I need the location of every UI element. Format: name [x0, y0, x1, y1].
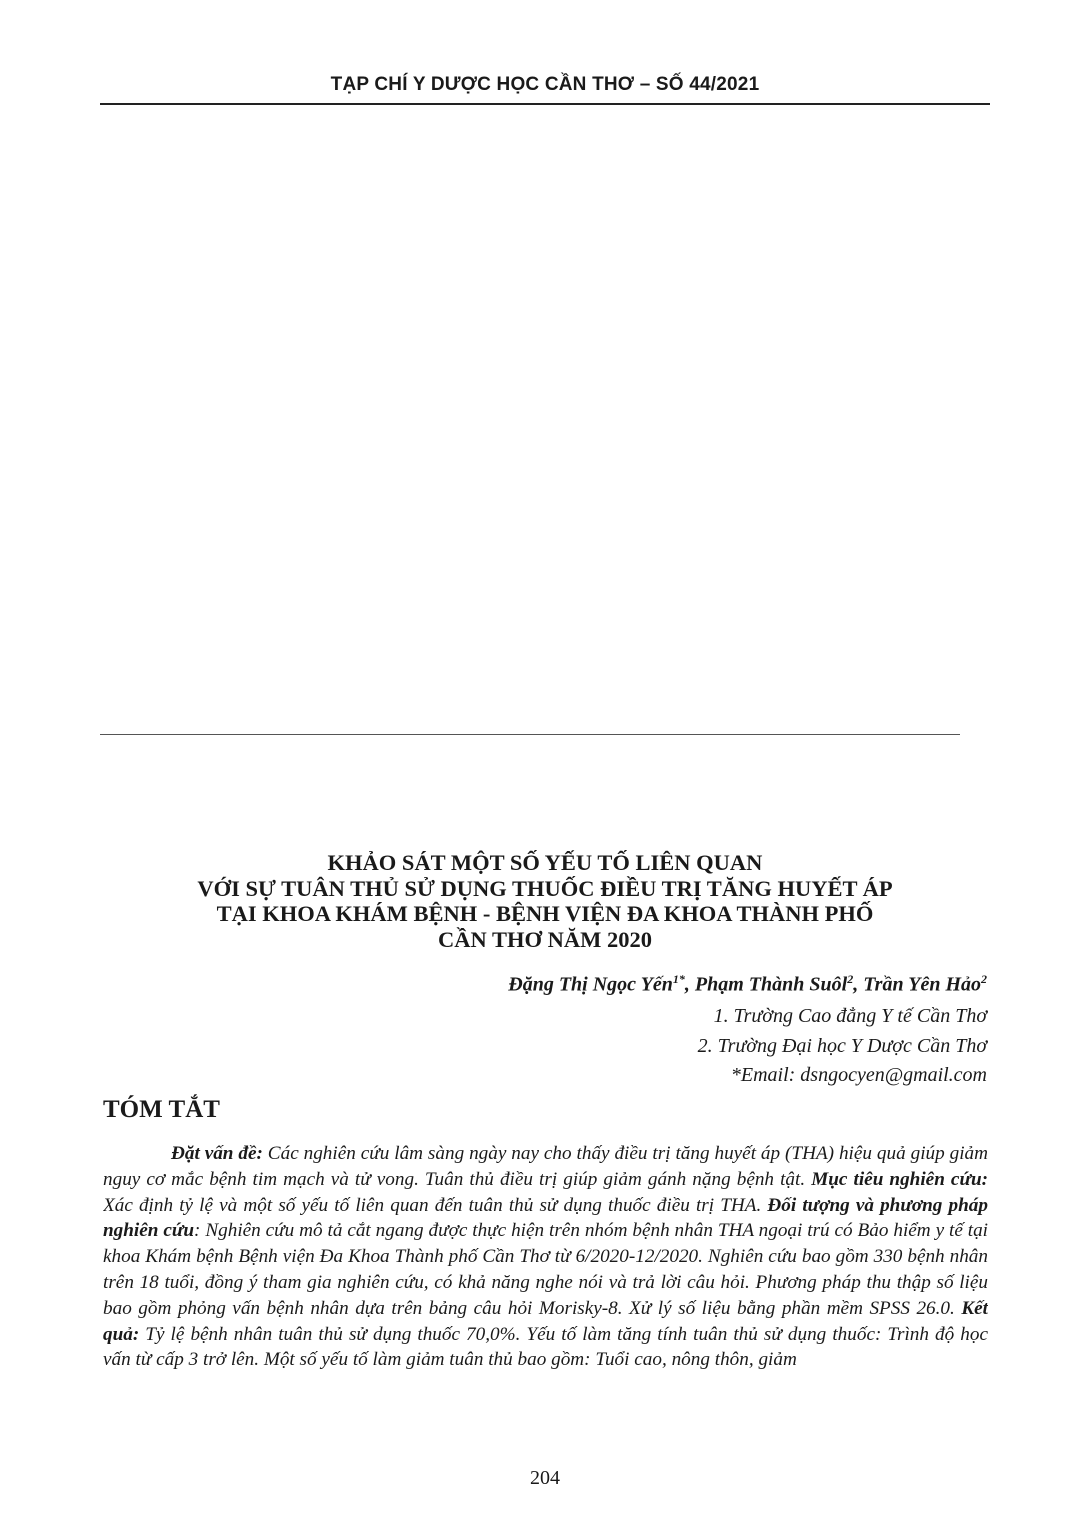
author-list	[508, 972, 987, 997]
abstract-label: Đặt vấn đề:	[171, 1143, 263, 1164]
author-name: Trần Yên Hảo	[863, 973, 981, 996]
abstract-text: Các nghiên cứu lâm sàng ngày nay cho thấy điều trị tăng huyết áp (THA) hiệu quả giúp giảm nguy cơ mắc bệnh tim mạch và tử vong. Tuân thủ điều trị giúp giảm gánh nặng bệnh tật.	[103, 1143, 988, 1190]
author-separator: ,	[853, 973, 864, 996]
title-line: VỚI SỰ TUÂN THỦ SỬ DỤNG THUỐC ĐIỀU TRỊ TĂNG HUYẾT ÁP	[197, 875, 893, 901]
abstract-heading: TÓM TẮT	[103, 1096, 220, 1123]
affiliation-list	[698, 1002, 987, 1091]
journal-header: TẠP CHÍ Y DƯỢC HỌC CẦN THƠ – SỐ 44/2021	[330, 74, 760, 95]
abstract-text: Tỷ lệ bệnh nhân tuân thủ sử dụng thuốc 70,0%. Yếu tố làm tăng tính tuân thủ sử dụng thuốc: Trình độ học vấn từ cấp 3 trở lên. Một số yếu tố làm giảm tuân thủ bao gồm: Tuổi cao, nông thôn, giảm	[103, 1323, 988, 1371]
page-number: 204	[530, 1467, 560, 1489]
abstract-text: : Nghiên cứu mô tả cắt ngang được thực hiện trên nhóm bệnh nhân THA ngoại trú có Bảo hiểm y tế tại khoa Khám bệnh Bệnh viện Đa Khoa Thành phố Cần Thơ từ 6/2020-12/2020. Nghiên cứu bao gồm 330 bệnh nhân trên 18 tuổi, đồng ý tham gia nghiên cứu, có khả năng nghe nói và trả lời câu hỏi. Phương pháp thu thập số liệu bao gồm phỏng vấn bệnh nhân dựa trên bảng câu hỏi Morisky-8. Xử lý số liệu bằng phần mềm SPSS 26.0.	[103, 1220, 988, 1319]
title-line: TẠI KHOA KHÁM BỆNH - BỆNH VIỆN ĐA KHOA THÀNH PHỐ	[216, 901, 874, 926]
abstract-label: Kết quả:	[103, 1297, 988, 1345]
affiliation-line: 2. Trường Đại học Y Dược Cần Thơ	[697, 1034, 987, 1057]
header-divider	[100, 103, 990, 105]
title-line: KHẢO SÁT MỘT SỐ YẾU TỐ LIÊN QUAN	[327, 850, 763, 875]
affiliation-line: 1. Trường Cao đẳng Y tế Cần Thơ	[713, 1005, 987, 1027]
paper-title	[100, 850, 990, 952]
author-affiliation-mark: 1*	[672, 972, 685, 986]
author-separator: ,	[684, 973, 695, 996]
abstract-label: Mục tiêu nghiên cứu:	[811, 1168, 988, 1190]
author-name: Phạm Thành Suôl	[694, 973, 848, 996]
email-line: *Email: dsngocyen@gmail.com	[730, 1064, 987, 1086]
abstract-paragraph	[103, 1141, 988, 1373]
author-affiliation-mark: 2	[847, 972, 854, 986]
footnote-divider	[100, 734, 960, 735]
title-line: CẦN THƠ NĂM 2020	[438, 926, 652, 952]
abstract-body	[103, 1141, 988, 1399]
abstract-label: Đối tượng và phương pháp nghiên cứu	[103, 1194, 988, 1242]
author-name: Đặng Thị Ngọc Yến	[508, 973, 673, 996]
author-affiliation-mark: 2	[981, 972, 987, 986]
abstract-text: Xác định tỷ lệ và một số yếu tố liên quan đến tuân thủ sử dụng thuốc điều trị THA.	[103, 1194, 768, 1216]
